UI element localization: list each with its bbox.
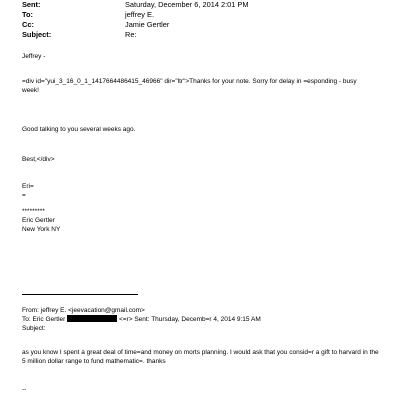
sent-label: Sent:	[22, 0, 41, 9]
signature-name: Eric Gertler	[22, 217, 55, 224]
cc-label: Cc:	[22, 20, 34, 29]
body-paragraph-line-1: =div id="yui_3_16_0_1_1417664486415_46966" dir="ltr">Thanks for your note. Sorry for delay in =esponding - busy	[22, 78, 357, 85]
to-label: To:	[22, 10, 33, 19]
signature-city: New York NY	[22, 226, 61, 233]
to-value: jeffrey E.	[125, 10, 155, 19]
quoted-to: To: Eric Gertler	[22, 316, 66, 323]
quoted-from: From: jeffrey E. <jeevacation@gmail.com>	[22, 307, 145, 314]
cc-value: Jamie Gertler	[125, 20, 170, 29]
quoted-sent: <=r> Sent: Thursday, Decemb=r 4, 2014 9:15 AM	[118, 316, 261, 323]
signature-line-2: =	[22, 192, 26, 199]
subject-value: Re:	[125, 30, 137, 39]
quoted-trailer: --	[22, 386, 27, 393]
quote-separator	[22, 294, 138, 295]
quoted-to-sent	[22, 315, 261, 324]
quoted-message: as you know I spent a great deal of time=and money on morts planning. I would ask that you consid=r a gift to harvard in the 5 million dollar range to fund mathematic=. thanks	[22, 349, 379, 365]
body-paragraph-line-2: week!	[22, 87, 39, 94]
quoted-subject: Subject:	[22, 325, 46, 332]
closing: Best,</div>	[22, 156, 55, 163]
signature-stars: *********	[22, 208, 45, 215]
subject-label: Subject:	[22, 30, 52, 39]
greeting: Jeffrey -	[22, 53, 46, 60]
signature-line-1: Eri=	[22, 183, 34, 190]
redaction-bar	[67, 315, 117, 322]
sent-value: Saturday, December 6, 2014 2:01 PM	[125, 0, 249, 9]
body-paragraph-2: Good talking to you several weeks ago.	[22, 126, 136, 133]
